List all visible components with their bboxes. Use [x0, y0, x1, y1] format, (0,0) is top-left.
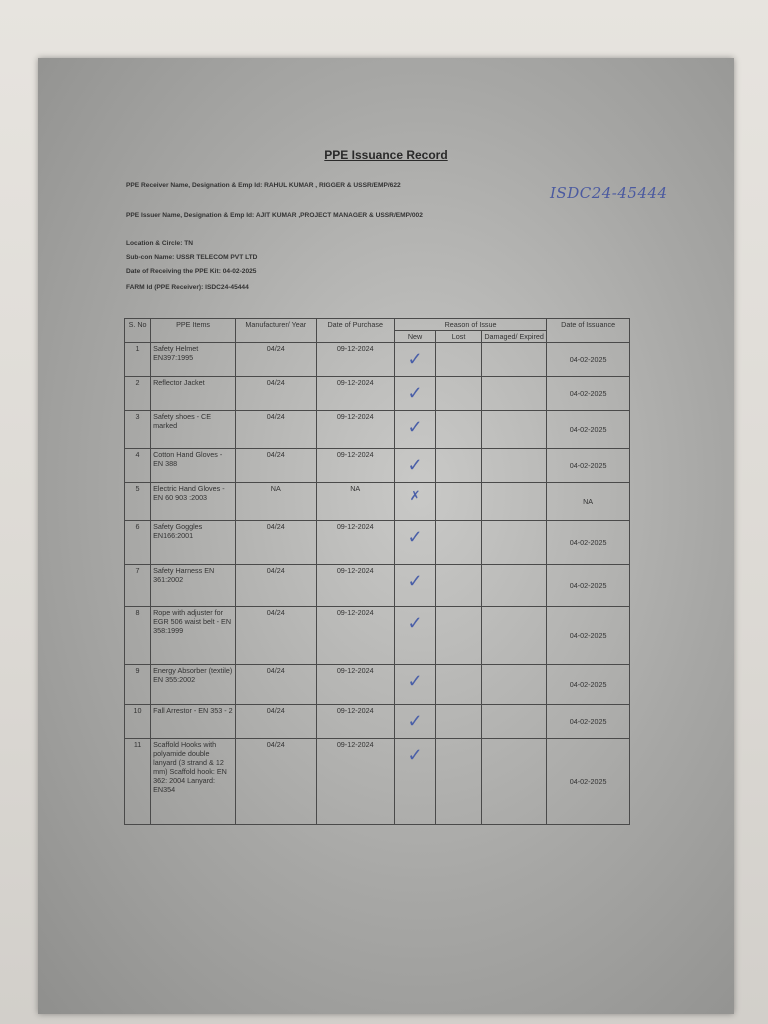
- table-row: [125, 521, 630, 565]
- damaged-cell: [481, 705, 546, 739]
- sno-cell: 10: [125, 705, 151, 739]
- damaged-cell: [481, 607, 546, 665]
- purchase-cell: 09-12-2024: [316, 665, 394, 705]
- cross-mark-icon: ✗: [409, 488, 421, 503]
- issuer-line: PPE Issuer Name, Designation & Emp Id: AJIT KUMAR ,PROJECT MANAGER & USSR/EMP/002: [126, 212, 423, 219]
- header-issuance: Date of Issuance: [547, 319, 630, 343]
- item-cell: Scaffold Hooks with polyamide double lanyard (3 strand & 12 mm) Scaffold hook: EN 362: 2004 Lanyard: EN354: [151, 739, 236, 825]
- damaged-cell: [481, 343, 546, 377]
- sno-cell: 4: [125, 449, 151, 483]
- ppe-table-body: [125, 343, 630, 825]
- item-cell: Safety shoes - CE marked: [151, 411, 236, 449]
- sno-cell: 3: [125, 411, 151, 449]
- sno-cell: 2: [125, 377, 151, 411]
- tick-mark-icon: ✓: [407, 613, 423, 633]
- issuance-cell: 04-02-2025: [547, 565, 630, 607]
- subcon-line: Sub-con Name: USSR TELECOM PVT LTD: [126, 254, 258, 261]
- issuance-cell: 04-02-2025: [547, 343, 630, 377]
- tick-mark-icon: ✓: [407, 383, 423, 403]
- manufacturer-cell: 04/24: [236, 665, 317, 705]
- sno-cell: 8: [125, 607, 151, 665]
- damaged-cell: [481, 521, 546, 565]
- issuance-cell: NA: [547, 483, 630, 521]
- lost-cell: [436, 665, 482, 705]
- manufacturer-cell: 04/24: [236, 607, 317, 665]
- damaged-cell: [481, 411, 546, 449]
- header-items: PPE Items: [151, 319, 236, 343]
- issuance-cell: 04-02-2025: [547, 739, 630, 825]
- damaged-cell: [481, 665, 546, 705]
- sno-cell: 7: [125, 565, 151, 607]
- new-cell: [394, 377, 435, 411]
- header-new: New: [394, 331, 435, 343]
- date-received-line: Date of Receiving the PPE Kit: 04-02-2025: [126, 268, 257, 275]
- damaged-cell: [481, 449, 546, 483]
- header-manufacturer: Manufacturer/ Year: [236, 319, 317, 343]
- lost-cell: [436, 521, 482, 565]
- purchase-cell: 09-12-2024: [316, 377, 394, 411]
- table-row: [125, 705, 630, 739]
- manufacturer-cell: NA: [236, 483, 317, 521]
- purchase-cell: 09-12-2024: [316, 607, 394, 665]
- item-cell: Safety Helmet EN397:1995: [151, 343, 236, 377]
- sno-cell: 11: [125, 739, 151, 825]
- document-page: [38, 58, 734, 1014]
- new-cell: [394, 449, 435, 483]
- purchase-cell: 09-12-2024: [316, 343, 394, 377]
- item-cell: Fall Arrestor - EN 353 - 2: [151, 705, 236, 739]
- lost-cell: [436, 483, 482, 521]
- item-cell: Cotton Hand Gloves - EN 388: [151, 449, 236, 483]
- damaged-cell: [481, 739, 546, 825]
- purchase-cell: 09-12-2024: [316, 521, 394, 565]
- new-cell: [394, 739, 435, 825]
- manufacturer-cell: 04/24: [236, 377, 317, 411]
- purchase-cell: NA: [316, 483, 394, 521]
- lost-cell: [436, 705, 482, 739]
- manufacturer-cell: 04/24: [236, 565, 317, 607]
- damaged-cell: [481, 565, 546, 607]
- purchase-cell: 09-12-2024: [316, 565, 394, 607]
- manufacturer-cell: 04/24: [236, 705, 317, 739]
- tick-mark-icon: ✓: [407, 711, 423, 731]
- issuance-cell: 04-02-2025: [547, 521, 630, 565]
- sno-cell: 6: [125, 521, 151, 565]
- lost-cell: [436, 411, 482, 449]
- table-row: [125, 411, 630, 449]
- item-cell: Energy Absorber (textile) EN 355:2002: [151, 665, 236, 705]
- issuance-cell: 04-02-2025: [547, 607, 630, 665]
- tick-mark-icon: ✓: [407, 349, 423, 369]
- header-purchase: Date of Purchase: [316, 319, 394, 343]
- table-row: [125, 377, 630, 411]
- item-cell: Rope with adjuster for EGR 506 waist belt - EN 358:1999: [151, 607, 236, 665]
- new-cell: [394, 665, 435, 705]
- receiver-line: PPE Receiver Name, Designation & Emp Id: RAHUL KUMAR , RIGGER & USSR/EMP/622: [126, 182, 401, 189]
- lost-cell: [436, 449, 482, 483]
- manufacturer-cell: 04/24: [236, 739, 317, 825]
- issuance-cell: 04-02-2025: [547, 449, 630, 483]
- tick-mark-icon: ✓: [407, 571, 423, 591]
- sno-cell: 9: [125, 665, 151, 705]
- header-damaged: Damaged/ Expired: [481, 331, 546, 343]
- lost-cell: [436, 739, 482, 825]
- ppe-table: [124, 318, 630, 825]
- manufacturer-cell: 04/24: [236, 449, 317, 483]
- tick-mark-icon: ✓: [407, 745, 423, 765]
- document-title: PPE Issuance Record: [324, 148, 448, 162]
- new-cell: [394, 411, 435, 449]
- item-cell: Electric Hand Gloves - EN 60 903 :2003: [151, 483, 236, 521]
- lost-cell: [436, 565, 482, 607]
- sno-cell: 5: [125, 483, 151, 521]
- issuance-cell: 04-02-2025: [547, 665, 630, 705]
- purchase-cell: 09-12-2024: [316, 705, 394, 739]
- purchase-cell: 09-12-2024: [316, 449, 394, 483]
- damaged-cell: [481, 377, 546, 411]
- lost-cell: [436, 607, 482, 665]
- lost-cell: [436, 377, 482, 411]
- handwritten-id: ISDC24-45444: [550, 184, 668, 202]
- sno-cell: 1: [125, 343, 151, 377]
- tick-mark-icon: ✓: [407, 527, 423, 547]
- tick-mark-icon: ✓: [407, 671, 423, 691]
- new-cell: [394, 705, 435, 739]
- table-row: [125, 483, 630, 521]
- header-sno: S. No: [125, 319, 151, 343]
- item-cell: Safety Harness EN 361:2002: [151, 565, 236, 607]
- table-row: [125, 565, 630, 607]
- new-cell: [394, 521, 435, 565]
- issuance-cell: 04-02-2025: [547, 705, 630, 739]
- table-row: [125, 449, 630, 483]
- tick-mark-icon: ✓: [407, 455, 423, 475]
- new-cell: [394, 565, 435, 607]
- issuance-cell: 04-02-2025: [547, 411, 630, 449]
- location-line: Location & Circle: TN: [126, 240, 194, 247]
- purchase-cell: 09-12-2024: [316, 411, 394, 449]
- tick-mark-icon: ✓: [407, 417, 423, 437]
- lost-cell: [436, 343, 482, 377]
- table-row: [125, 739, 630, 825]
- purchase-cell: 09-12-2024: [316, 739, 394, 825]
- new-cell: [394, 607, 435, 665]
- issuance-cell: 04-02-2025: [547, 377, 630, 411]
- manufacturer-cell: 04/24: [236, 411, 317, 449]
- item-cell: Safety Goggles EN166:2001: [151, 521, 236, 565]
- new-cell: [394, 483, 435, 521]
- new-cell: [394, 343, 435, 377]
- table-row: [125, 343, 630, 377]
- table-row: [125, 607, 630, 665]
- manufacturer-cell: 04/24: [236, 343, 317, 377]
- item-cell: Reflector Jacket: [151, 377, 236, 411]
- manufacturer-cell: 04/24: [236, 521, 317, 565]
- header-reason: Reason of Issue: [394, 319, 546, 331]
- header-lost: Lost: [436, 331, 482, 343]
- damaged-cell: [481, 483, 546, 521]
- farm-id-line: FARM Id (PPE Receiver): ISDC24-45444: [126, 284, 249, 291]
- table-row: [125, 665, 630, 705]
